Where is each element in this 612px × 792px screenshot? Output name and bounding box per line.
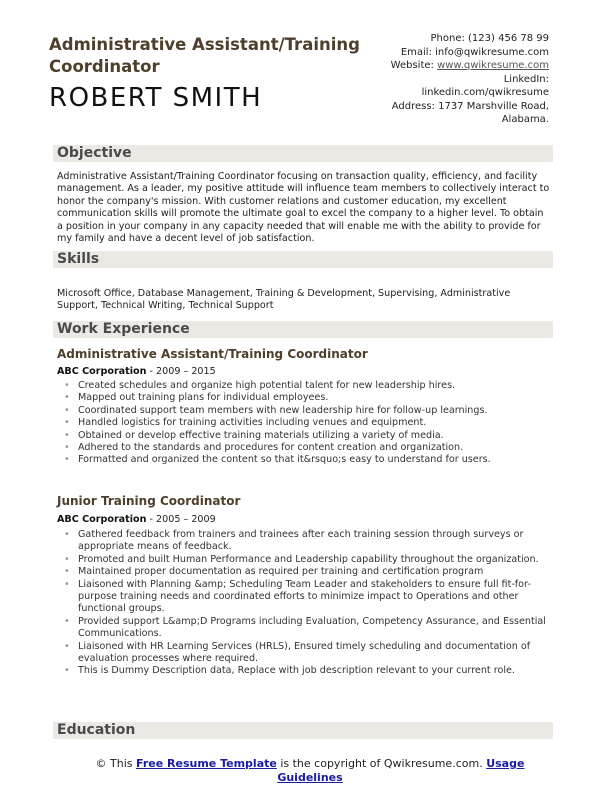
footer: © This Free Resume Template is the copyright of Qwikresume.com. Usage Guidelines bbox=[95, 757, 525, 784]
list-item: • Maintained proper documentation as required per training and certification program bbox=[64, 566, 554, 578]
education-heading: Education bbox=[53, 722, 553, 739]
objective-text: Administrative Assistant/Training Coordinator focusing on transaction quality, efficiency, and facility management. As a leader, my positive attitude will influence team members to collectively interact to honor the company's mission. With customer relations and customer education, my excellent communication skills will promote the ultimate goal to excel the company to a higher level. To obtain a position in your company in any capacity needed that will enable me with the ability to provide for my family and have a decent level of job satisfaction. bbox=[57, 171, 550, 245]
list-item: • Mapped out training plans for individual employees. bbox=[64, 392, 554, 404]
phone: Phone: (123) 456 78 99 bbox=[430, 33, 549, 44]
job-title-1: Administrative Assistant/Training Coordinator bbox=[57, 347, 368, 361]
list-item: • Liaisoned with Planning &amp; Scheduling Team Leader and stakeholders to ensure full fit-for-purpose training needs and coordinated efforts to minimize impact to Operations and other functional groups. bbox=[64, 579, 554, 616]
address: Address: 1737 Marshville Road, Alabama. bbox=[391, 100, 549, 125]
list-item: • Promoted and built Human Performance and Leadership capability throughout the organization. bbox=[64, 554, 554, 566]
list-item: • Adhered to the standards and procedures for content creation and organization. bbox=[64, 442, 554, 454]
skills-heading: Skills bbox=[53, 251, 553, 268]
usage-guidelines-link[interactable]: Usage Guidelines bbox=[277, 757, 525, 784]
list-item: • This is Dummy Description data, Replace with job description relevant to your current role. bbox=[64, 665, 554, 677]
job-title-2: Junior Training Coordinator bbox=[57, 494, 241, 508]
list-item: • Coordinated support team members with new leadership hire for follow-up learnings. bbox=[64, 405, 554, 417]
list-item: • Provided support L&amp;D Programs including Evaluation, Competency Assurance, and Essential Communications. bbox=[64, 616, 554, 641]
website-link[interactable]: www.qwikresume.com bbox=[437, 60, 549, 71]
skills-text: Microsoft Office, Database Management, Training & Development, Supervising, Administrative Support, Technical Writing, Technical Support bbox=[57, 288, 511, 312]
list-item: • Liaisoned with HR Learning Services (HRLS), Ensured timely scheduling and documentation of evaluation processes where required. bbox=[64, 641, 554, 666]
free-resume-template-link[interactable]: Free Resume Template bbox=[136, 757, 277, 770]
list-item: • Obtained or develop effective training materials utilizing a variety of media. bbox=[64, 430, 554, 442]
list-item: • Handled logistics for training activities including venues and equipment. bbox=[64, 417, 554, 429]
job-bullets-1 bbox=[64, 380, 554, 467]
job-bullets-2 bbox=[64, 529, 554, 678]
job-company-2: ABC Corporation - 2005 – 2009 bbox=[57, 514, 216, 525]
candidate-name: ROBERT SMITH bbox=[49, 83, 263, 113]
contact-info bbox=[349, 32, 549, 127]
linkedin: linkedin.com/qwikresume bbox=[421, 87, 549, 98]
job-title: Administrative Assistant/Training Coordinator bbox=[49, 35, 360, 76]
website-label: Website: bbox=[390, 60, 438, 71]
list-item: • Created schedules and organize high potential talent for new leadership hires. bbox=[64, 380, 554, 392]
list-item: • Formatted and organized the content so that it&rsquo;s easy to understand for users. bbox=[64, 454, 554, 466]
objective-heading: Objective bbox=[53, 145, 553, 162]
list-item: • Gathered feedback from trainers and trainees after each training session through surveys or appropriate means of feedback. bbox=[64, 529, 554, 554]
job-company-1: ABC Corporation - 2009 – 2015 bbox=[57, 366, 216, 377]
work-heading: Work Experience bbox=[53, 321, 553, 338]
linkedin-label: LinkedIn: bbox=[503, 73, 549, 85]
email: Email: info@qwikresume.com bbox=[400, 46, 549, 58]
